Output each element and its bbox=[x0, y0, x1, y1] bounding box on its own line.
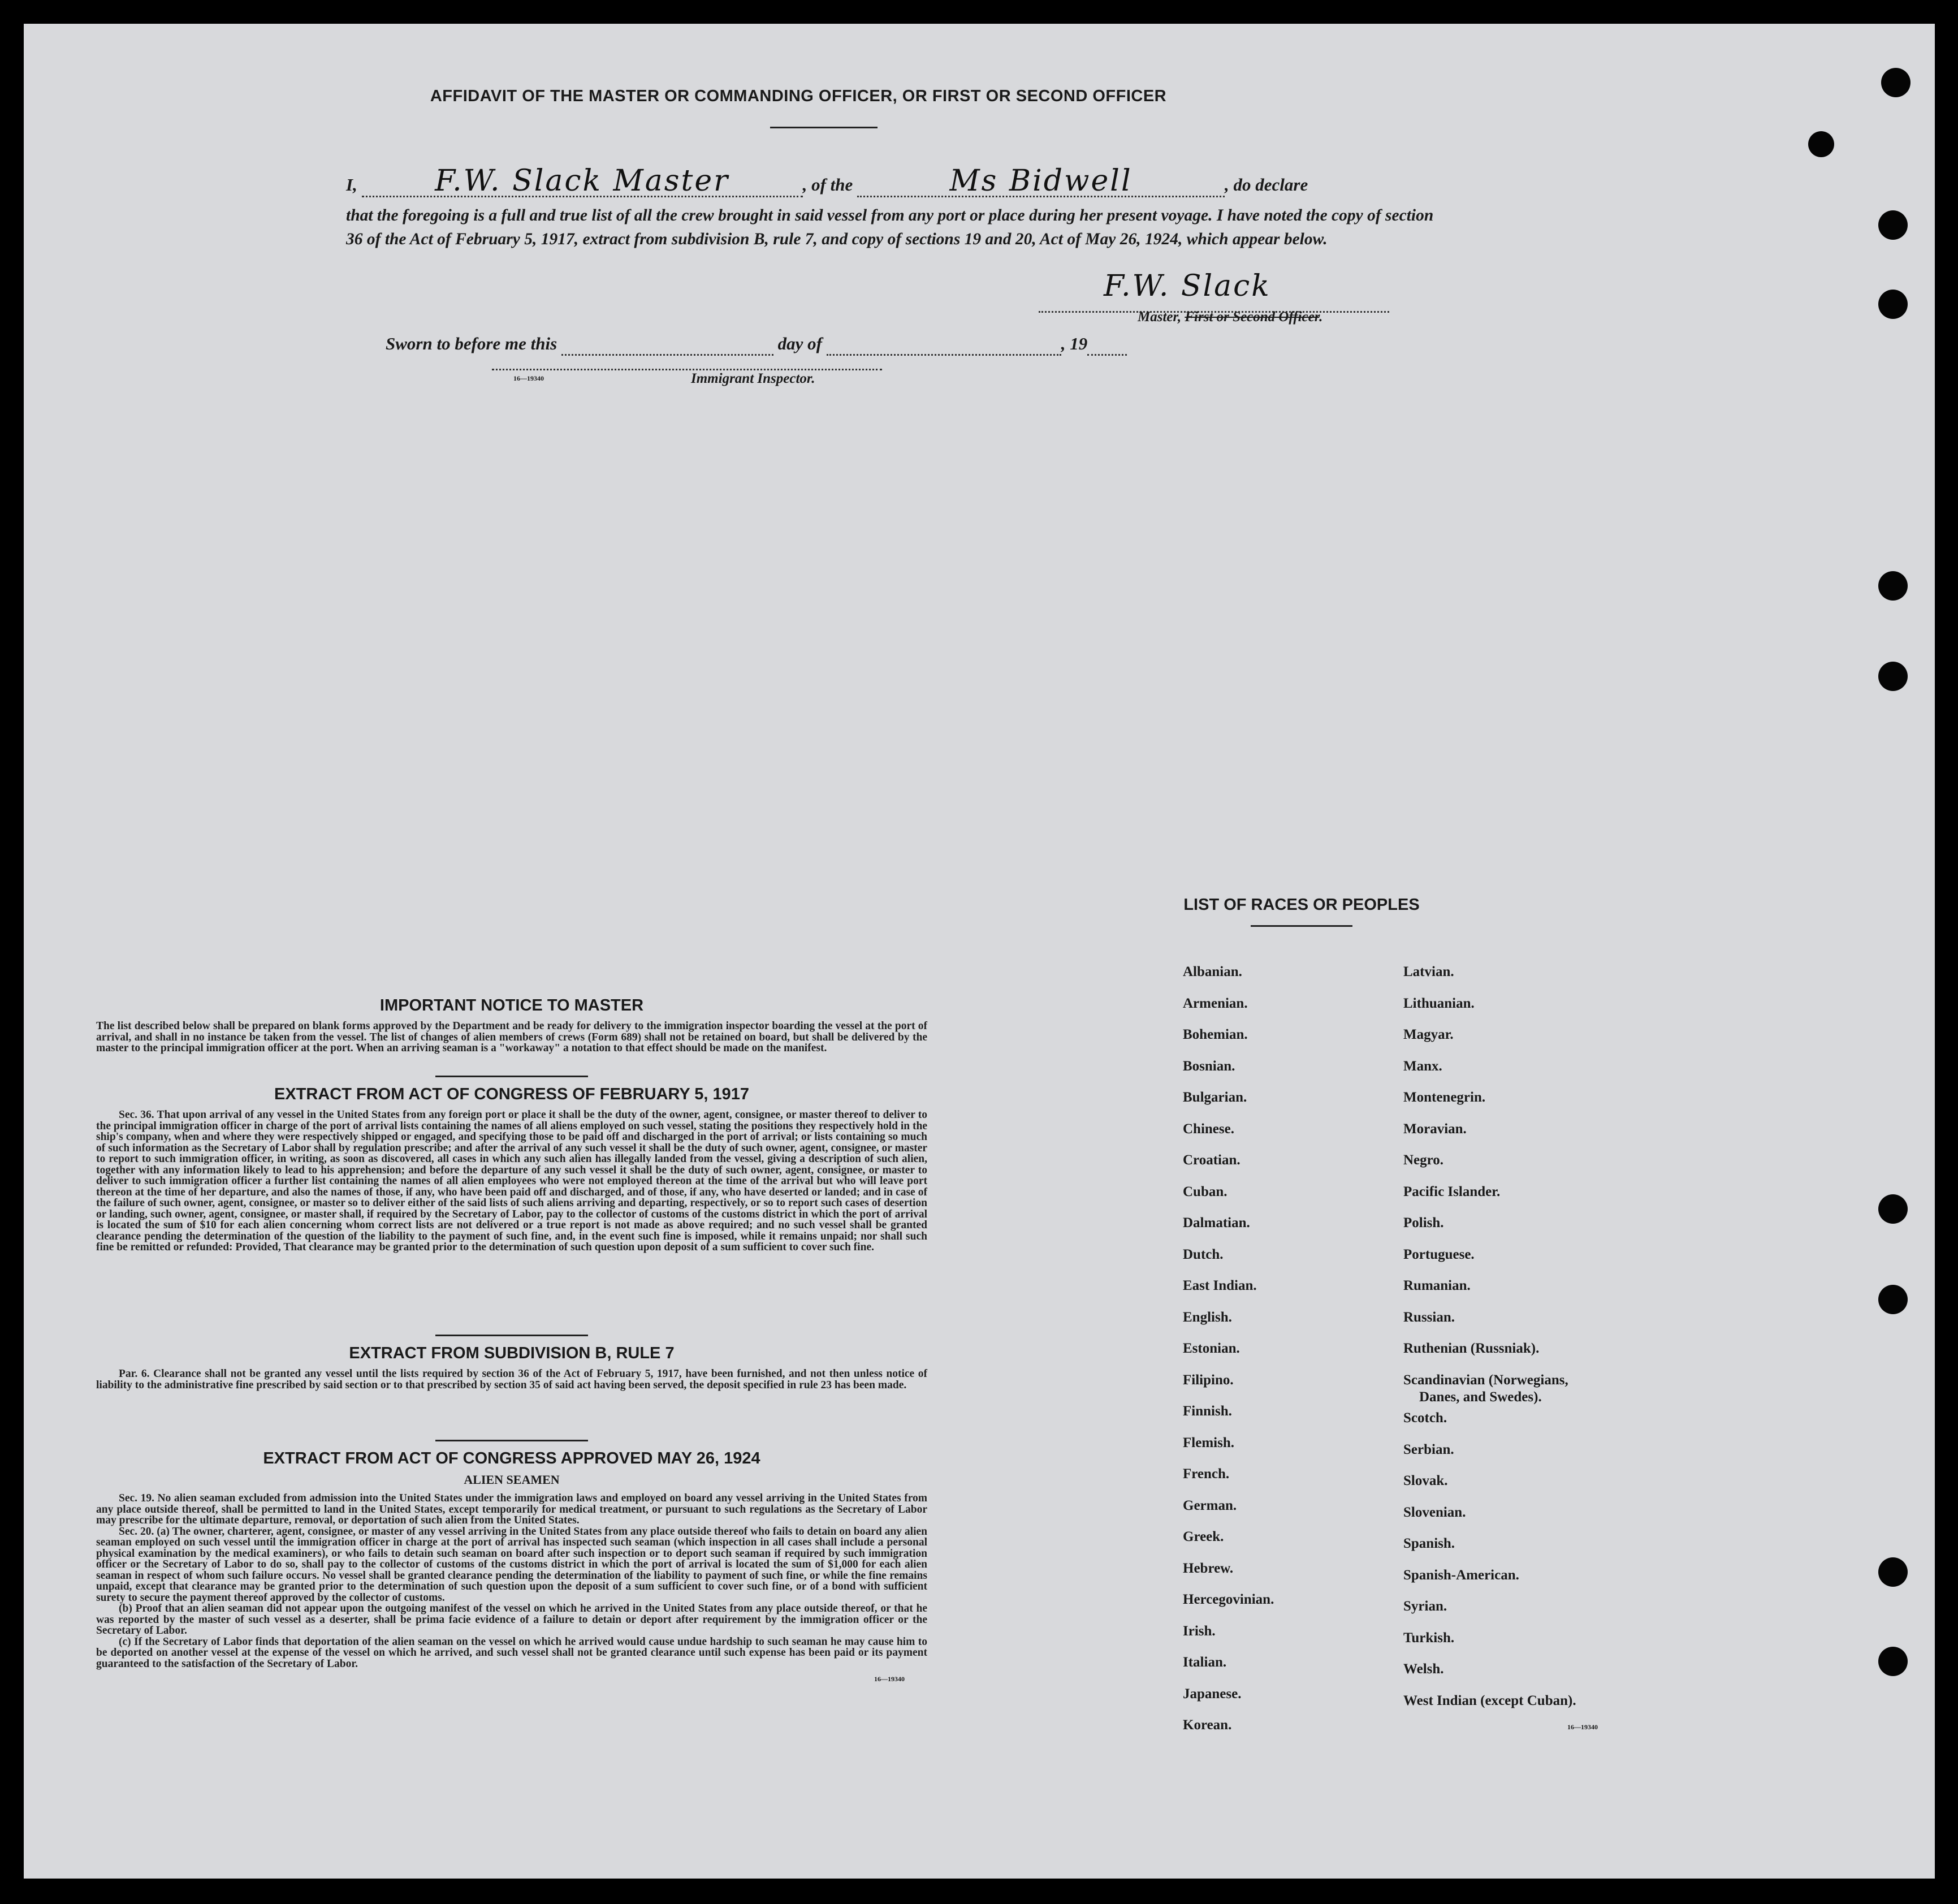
race-item: Bosnian. bbox=[1183, 1059, 1235, 1074]
race-item: Bulgarian. bbox=[1183, 1090, 1247, 1105]
race-item: Russian. bbox=[1403, 1310, 1455, 1325]
race-item: Korean. bbox=[1183, 1717, 1232, 1733]
race-item: Manx. bbox=[1403, 1059, 1442, 1074]
extract-1924-title: EXTRACT FROM ACT OF CONGRESS APPROVED MAY 26, 1924 bbox=[263, 1449, 760, 1467]
race-item: Magyar. bbox=[1403, 1027, 1454, 1042]
punch-hole bbox=[1878, 210, 1908, 240]
declaration-suffix: , do declare bbox=[1225, 175, 1308, 195]
race-item: German. bbox=[1183, 1498, 1237, 1513]
race-item: Scandinavian (Norwegians, bbox=[1403, 1372, 1568, 1388]
race-item: Moravian. bbox=[1403, 1121, 1467, 1137]
race-item: Bohemian. bbox=[1183, 1027, 1248, 1042]
form-number: 16—19340 bbox=[1567, 1723, 1598, 1731]
race-item: Spanish-American. bbox=[1403, 1568, 1519, 1583]
race-item: Finnish. bbox=[1183, 1404, 1232, 1419]
signature-label-master: Master, bbox=[1138, 309, 1182, 325]
punch-hole bbox=[1878, 1647, 1908, 1676]
sec-20a-text: Sec. 20. (a) The owner, charterer, agent, consignee, or master of any vessel arriving in the United States from any place outside thereof who fails to detain on board any alien seaman employed on such vessel until the immigration officer in charge at the port of arrival has inspected such seaman (which inspection in all cases shall include a personal physical examination by the medical examiners), or who fails to detain such seaman on board after such inspection or to deport such seaman if required by such immigration officer or the Secretary of Labor to do so, shall pay to the collector of customs of the customs district in which the port of arrival is located the sum of $1,000 for each alien seaman in respect of whom such failure occurs. No vessel shall be granted clearance pending the determination of the liability to payment of such fine, or while the fine remains unpaid, except that clearance may be granted prior to the determination of such question upon the deposit of a sum sufficient to cover such fine, or of a bond with sufficient surety to secure the payment thereof approved by the collector of customs. bbox=[96, 1525, 927, 1604]
notice-text: The list described below shall be prepared on blank forms approved by the Department and be ready for delivery to the immigration inspector boarding the vessel at the port of arrival, and shall in no instance be taken from the vessel. The list of changes of alien members of crews (Form 689) shall not be retained on board, but shall be delivered by the master to the principal immigration officer at the port. When an arriving seaman is a "workaway" a notation to that effect should be made on the manifest. bbox=[96, 1020, 927, 1054]
race-item: Slovak. bbox=[1403, 1473, 1448, 1488]
sec-19-text: Sec. 19. No alien seaman excluded from admission into the United States under the immigration laws and employed on board any vessel arriving in the United States from any place outside thereof, shall be permitted to land in the United States, except temporarily for medical treatment, or pursuant to such regulations as the Secretary of Labor may prescribe for the ultimate departure, removal, or deportation of such alien from the United States. bbox=[96, 1492, 927, 1526]
extract-1917-text: Sec. 36. That upon arrival of any vessel in the United States from any foreign port or place it shall be the duty of the owner, agent, consignee, or master thereof to deliver to the principal immigration officer in charge of the port of arrival lists containing the names of all aliens employed on such vessel, stating the positions they respectively hold in the ship's company, when and where they were respectively shipped or engaged, and specifying those to be paid off and discharged in the port of arrival; or lists containing so much of such information as the Secretary of Labor shall by regulation prescribe; and after the arrival of any such vessel it shall be the duty of such owner, agent, consignee, or master to report to such immigration officer, in writing, as soon as discovered, all cases in which any such alien has illegally landed from the vessel, giving a description of such alien, together with any information likely to lead to his apprehension; and before the departure of any such vessel it shall be the duty of such owner, agent, consignee, or master to deliver to such immigration officer a further list containing the names of all alien employees who were not employed thereon at the time of the arrival but who will leave port thereon at the time of her departure, and also the names of those, if any, who have been paid off and discharged, and of those, if any, who have deserted or landed; and in case of the failure of such owner, agent, consignee, or master so to deliver either of the said lists of such aliens arriving and departing, respectively, or so to report such cases of desertion or landing, such owner, agent, consignee, or master shall, if required by the Secretary of Labor, pay to the collector of customs of the customs district in which the port of arrival is located the sum of $10 for each alien concerning whom correct lists are not delivered or a true report is not made as above required; and no such vessel shall be granted clearance pending the determination of the question of the liability to the payment of such fine, and, in the event such fine is imposed, while it remains unpaid; nor shall such fine be remitted or refunded: Provided, That clearance may be granted prior to the determination of such question upon deposit of a sum sufficient to cover such fine. bbox=[96, 1109, 927, 1253]
affidavit-title: AFFIDAVIT OF THE MASTER OR COMMANDING OFFICER, OR FIRST OR SECOND OFFICER bbox=[430, 87, 1167, 105]
section-divider bbox=[435, 1076, 588, 1077]
extract-1917-title: EXTRACT FROM ACT OF CONGRESS OF FEBRUARY 5, 1917 bbox=[274, 1085, 750, 1103]
subdivision-b-text: Par. 6. Clearance shall not be granted any vessel until the lists required by section 36 of the Act of February 5, 1917, have been furnished, and not then unless notice of liability to the administrative fine prescribed by said section or to that prescribed by section 35 of said act having been served, the deposit specified in rule 23 has been made. bbox=[96, 1368, 927, 1391]
race-item: English. bbox=[1183, 1310, 1232, 1325]
punch-hole bbox=[1808, 131, 1834, 157]
punch-hole bbox=[1878, 662, 1908, 691]
race-item: Serbian. bbox=[1403, 1442, 1454, 1457]
punch-hole bbox=[1878, 1194, 1908, 1224]
section-divider bbox=[435, 1335, 588, 1336]
race-item: Welsh. bbox=[1403, 1661, 1444, 1677]
race-item: Irish. bbox=[1183, 1624, 1216, 1639]
race-item: Latvian. bbox=[1403, 964, 1454, 979]
race-item: Greek. bbox=[1183, 1529, 1224, 1544]
signature-label bbox=[1138, 309, 1322, 325]
section-divider bbox=[435, 1440, 588, 1441]
extract-1924-section bbox=[96, 1440, 927, 1683]
race-item: Dutch. bbox=[1183, 1247, 1224, 1262]
race-item: Flemish. bbox=[1183, 1435, 1234, 1450]
race-item: Chinese. bbox=[1183, 1121, 1234, 1137]
race-item: Albanian. bbox=[1183, 964, 1242, 979]
subdivision-b-section bbox=[96, 1335, 927, 1391]
vessel-name-handwritten: Ms Bidwell bbox=[949, 164, 1133, 198]
race-item: French. bbox=[1183, 1466, 1230, 1482]
master-name-field bbox=[362, 166, 803, 197]
race-item: Spanish. bbox=[1403, 1536, 1455, 1551]
sworn-line bbox=[386, 334, 1127, 356]
declaration-mid: , of the bbox=[802, 175, 853, 195]
punch-hole bbox=[1878, 1557, 1908, 1587]
race-item: Scotch. bbox=[1403, 1410, 1447, 1426]
notice-section bbox=[96, 996, 927, 1054]
affidavit-body: that the foregoing is a full and true list of all the crew brought in said vessel from any port or place during her present voyage. I have noted the copy of section 36 of the Act of February 5, 1917, extract from subdivision B, rule 7, and copy of sections 19 and 20, Act of May 26, 1924, which appear below. bbox=[346, 206, 1434, 248]
document-page bbox=[24, 24, 1935, 1879]
signature-label-struck: First or Second Officer bbox=[1185, 309, 1320, 325]
race-item: Croatian. bbox=[1183, 1152, 1241, 1168]
race-item: Syrian. bbox=[1403, 1599, 1447, 1614]
punch-hole bbox=[1878, 290, 1908, 319]
signature-label-end: . bbox=[1319, 309, 1323, 325]
race-item: Portuguese. bbox=[1403, 1247, 1475, 1262]
punch-hole bbox=[1878, 1285, 1908, 1314]
race-item: Pacific Islander. bbox=[1403, 1184, 1501, 1199]
sworn-text-b: day of bbox=[777, 334, 822, 353]
race-item: Japanese. bbox=[1183, 1686, 1242, 1702]
master-signature: F.W. Slack bbox=[1104, 269, 1271, 303]
declaration-prefix: I, bbox=[346, 175, 357, 195]
race-item: Montenegrin. bbox=[1403, 1090, 1486, 1105]
notice-title: IMPORTANT NOTICE TO MASTER bbox=[379, 996, 644, 1014]
race-item: Danes, and Swedes). bbox=[1419, 1389, 1542, 1405]
sworn-month-field bbox=[827, 334, 1061, 356]
races-divider bbox=[1251, 925, 1352, 927]
inspector-signature-line bbox=[492, 369, 882, 370]
sworn-year-field bbox=[1087, 334, 1127, 356]
race-item: Hercegovinian. bbox=[1183, 1592, 1274, 1607]
race-item: Ruthenian (Russniak). bbox=[1403, 1341, 1540, 1356]
inspector-label: Immigrant Inspector. bbox=[691, 371, 815, 386]
races-title: LIST OF RACES OR PEOPLES bbox=[1183, 896, 1420, 914]
race-item: West Indian (except Cuban). bbox=[1403, 1693, 1576, 1708]
race-item: Dalmatian. bbox=[1183, 1215, 1250, 1231]
form-number: 16—19340 bbox=[513, 374, 544, 382]
title-divider bbox=[770, 127, 878, 128]
punch-hole bbox=[1878, 571, 1908, 601]
race-item: Polish. bbox=[1403, 1215, 1444, 1231]
race-item: Turkish. bbox=[1403, 1630, 1455, 1646]
sec-20b-text: (b) Proof that an alien seaman did not appear upon the outgoing manifest of the vessel on which he arrived in the United States from any place outside thereof, or that he was reported by the master of such vessel as a deserter, shall be prima facie evidence of a failure to detain or deport after requirement by the immigration officer or the Secretary of Labor. bbox=[96, 1603, 927, 1637]
race-item: Negro. bbox=[1403, 1152, 1444, 1168]
race-item: East Indian. bbox=[1183, 1278, 1257, 1293]
punch-hole bbox=[1881, 68, 1911, 97]
sworn-day-field bbox=[561, 334, 773, 356]
extract-1917-section bbox=[96, 1076, 927, 1253]
subdivision-b-title: EXTRACT FROM SUBDIVISION B, RULE 7 bbox=[349, 1344, 675, 1362]
sworn-text-a: Sworn to before me this bbox=[386, 334, 557, 353]
affidavit-declaration-line bbox=[346, 166, 1308, 197]
race-item: Slovenian. bbox=[1403, 1505, 1466, 1520]
race-item: Estonian. bbox=[1183, 1341, 1240, 1356]
form-number: 16—19340 bbox=[874, 1675, 905, 1683]
sworn-text-c: , 19 bbox=[1061, 334, 1088, 353]
race-item: Italian. bbox=[1183, 1655, 1227, 1670]
race-item: Rumanian. bbox=[1403, 1278, 1471, 1293]
sec-20c-text: (c) If the Secretary of Labor finds that deportation of the alien seaman on the vessel on which he arrived would cause undue hardship to such seaman he may cause him to be deported on another vessel at the expense of the vessel on which he arrived, and such vessel shall not be granted clearance until such expense has been paid or its payment guaranteed to the satisfaction of the Secretary of Labor. bbox=[96, 1635, 927, 1670]
master-name-handwritten: F.W. Slack Master bbox=[435, 164, 729, 198]
vessel-name-field bbox=[857, 166, 1225, 197]
race-item: Filipino. bbox=[1183, 1372, 1234, 1388]
race-item: Armenian. bbox=[1183, 996, 1248, 1011]
extract-1924-subtitle: ALIEN SEAMEN bbox=[464, 1473, 560, 1487]
race-item: Hebrew. bbox=[1183, 1561, 1234, 1576]
race-item: Lithuanian. bbox=[1403, 996, 1475, 1011]
race-item: Cuban. bbox=[1183, 1184, 1227, 1199]
